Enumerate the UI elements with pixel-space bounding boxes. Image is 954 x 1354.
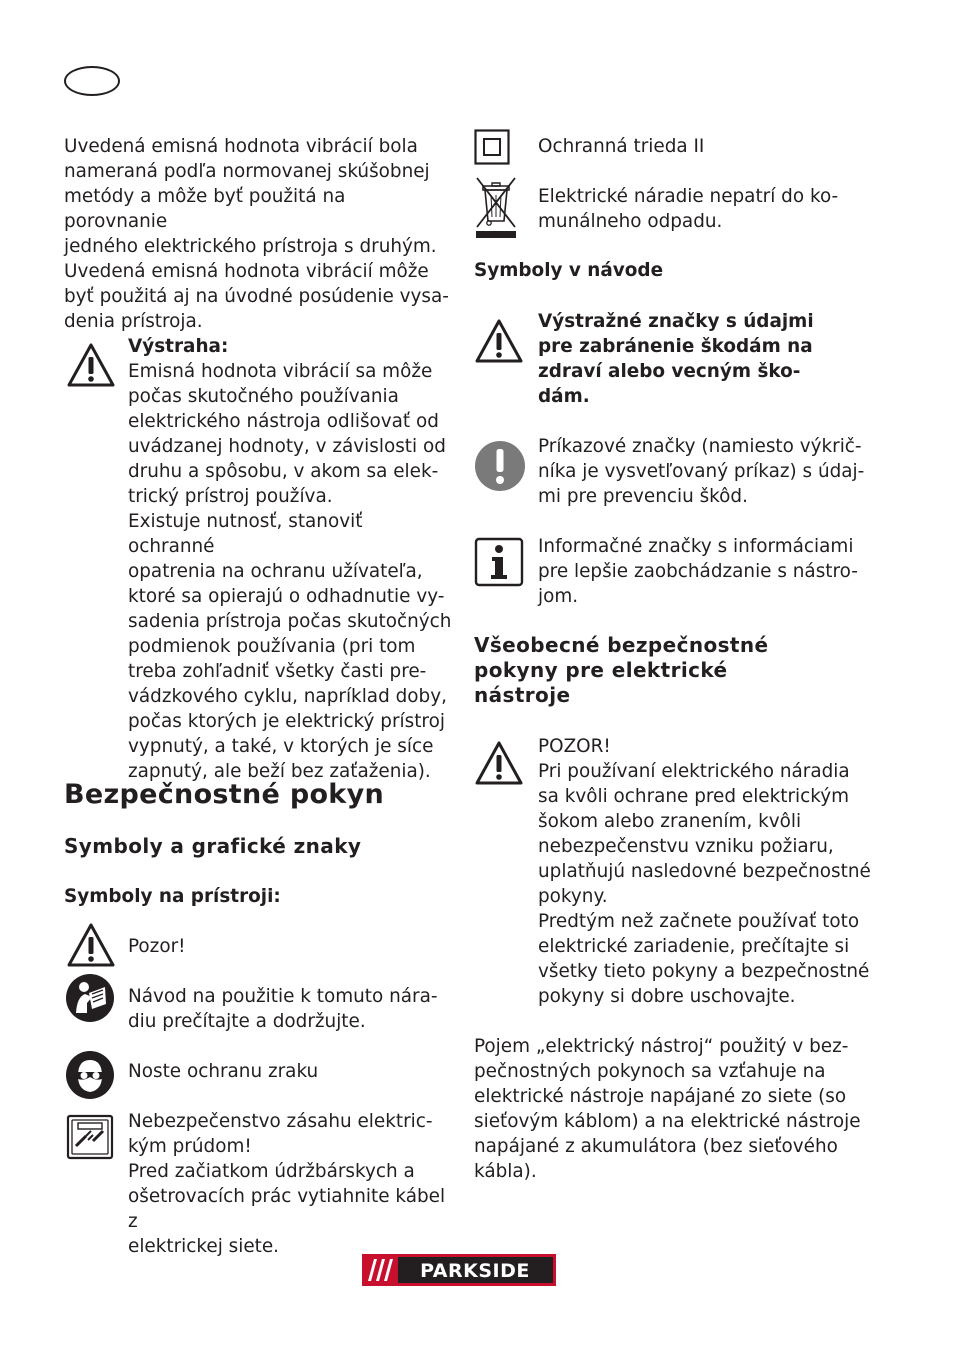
symbol-weee-label: Elektrické náradie nepatrí do ko- munálneho odpadu.: [538, 186, 839, 232]
section-heading-safety: Bezpečnostné pokyn: [64, 779, 384, 810]
subheading-manual-symbols: Symboly v návode: [474, 260, 664, 281]
language-badge: [64, 66, 120, 96]
warning-triangle-icon: [66, 342, 116, 388]
caution-triangle-icon: [66, 922, 116, 968]
vibration-intro-paragraph: Uvedená emisná hodnota vibrácií bola nameraná podľa normovanej skúšobnej metódy a môže byť použitá na porovnanie jedného elektrického prístroja s druhým. Uvedená emisná hodnota vibrácií môže byť použitá aj na úvodné posúdenie vysa- denia prístroja.: [64, 136, 449, 332]
warning-sign-triangle-icon: [474, 318, 524, 364]
power-tool-term-paragraph: Pojem „elektrický nástroj“ použitý v bez- pečnostných pokynoch sa vzťahuje na elektrické nástroje napájané zo siete (so sieťovým káblom) a na elektrické nástroje napájané z akumulátora (bez sieťového kábla).: [474, 1036, 861, 1182]
symbol-eye-protection-label: Noste ochranu zraku: [128, 1061, 319, 1082]
pozor-safety-text: POZOR! Pri používaní elektrického náradia sa kvôli ochrane pred elektrickým šokom alebo zranením, kvôli nebezpečenstvu vzniku požiaru, uplatňujú nasledovné bezpečnostné pokyny. Predtým než začnete používať toto elektrické zariadenie, prečítajte si všetky tieto pokyny a bezpečnostné pokyny si dobre uschovajte.: [538, 736, 871, 1007]
read-manual-icon: [65, 973, 115, 1023]
subheading-symbols: Symboly a grafické znaky: [64, 834, 362, 858]
symbol-caution-label: Pozor!: [128, 936, 186, 957]
parkside-logo-text: PARKSIDE: [420, 1260, 530, 1282]
eye-protection-icon: [65, 1050, 115, 1100]
symbol-manual-label: Návod na použitie k tomuto nára- diu prečítajte a dodržujte.: [128, 986, 438, 1032]
warning-title: Výstraha:: [128, 336, 229, 357]
weee-crossed-bin-icon: [474, 175, 518, 241]
symbol-info-text: Informačné značky s informáciami pre lepšie zaobchádzanie s nástro- jom.: [538, 536, 858, 607]
parkside-logo: [362, 1254, 556, 1286]
symbol-mandatory-text: Príkazové značky (namiesto výkrič- níka je vysvetľovaný príkaz) s údaj- mi pre prevenciu škôd.: [538, 436, 865, 507]
pozor-warning-triangle-icon: [474, 740, 524, 786]
mandatory-sign-icon: [474, 440, 526, 492]
subheading-general-safety: Všeobecné bezpečnostné pokyny pre elektrické nástroje: [474, 633, 769, 707]
unplug-before-maintenance-icon: [66, 1114, 114, 1160]
symbol-shock-hazard-text: Nebezpečenstvo zásahu elektric- kým prúdom! Pred začiatkom údržbárskych a ošetrovacích prác vytiahnite kábel z elektrickej siete.: [128, 1111, 446, 1257]
information-sign-icon: [474, 537, 524, 587]
symbol-class-ii-label: Ochranná trieda II: [538, 136, 705, 157]
warning-text: Emisná hodnota vibrácií sa môže počas skutočného používania elektrického nástroja odlišovať od uvádzanej hodnoty, v závislosti od druhu a spôsobu, v akom sa elek- trický prístroj používa. Existuje nutnosť, stanoviť ochranné opatrenia na ochranu užívateľa, ktoré sa opierajú o odhadnutie vy- sadenia prístroja počas skutočných podmienok používania (pri tom treba zohľadniť všetky časti pre- vádzkového cyklu, napríklad doby, počas ktorých je elektrický prístroj vypnutý, a také, v ktorých je síce zapnutý, ale beží bez zaťaženia).: [128, 361, 452, 782]
protection-class-ii-icon: [474, 129, 510, 165]
subheading-device-symbols: Symboly na prístroji:: [64, 886, 281, 907]
symbol-warning-signs-text: Výstražné značky s údajmi pre zabránenie škodám na zdraví alebo vecným ško- dám.: [538, 311, 814, 407]
